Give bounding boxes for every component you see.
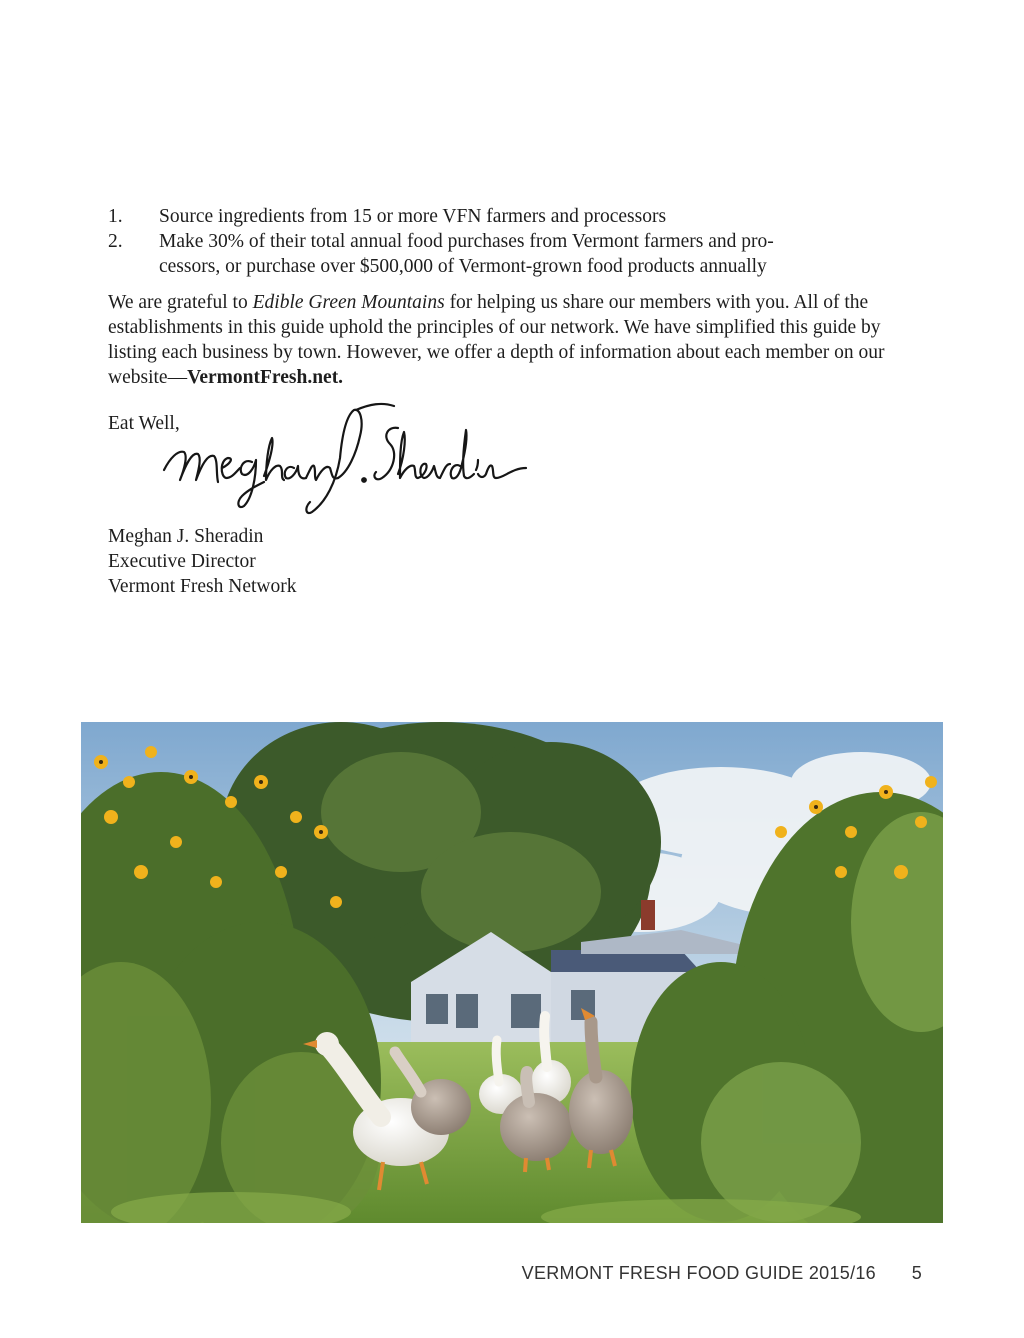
page-footer xyxy=(0,1263,1024,1287)
signer-name: Meghan J. Sheradin xyxy=(108,526,264,547)
page-number: 5 xyxy=(911,1263,922,1283)
list-item xyxy=(108,229,928,279)
paragraph-text: We are grateful to xyxy=(108,292,253,313)
list-item-text: Source ingredients from 15 or more VFN farmers and processors xyxy=(159,206,667,227)
list-item xyxy=(108,204,928,229)
list-item-text-line2: cessors, or purchase over $500,000 of Vermont-grown food products annually xyxy=(159,256,767,277)
list-number: 2. xyxy=(108,231,123,252)
signer-organization: Vermont Fresh Network xyxy=(108,576,297,597)
handwritten-signature xyxy=(160,398,530,523)
list-number: 1. xyxy=(108,206,123,227)
website-link[interactable]: VermontFresh.net. xyxy=(187,367,344,388)
signer-block xyxy=(108,524,296,599)
requirements-list xyxy=(108,204,928,279)
publication-name: Edible Green Mountains xyxy=(252,292,445,313)
paragraph-text: for helping us share our members with you. All of the establishments in this guide uphold the principles of our network. We have simplified this guide by listing each business by town. However, we offer a depth of information about each member on our website— xyxy=(108,292,885,388)
geese-farmhouse-photo xyxy=(81,722,943,1223)
guide-title: VERMONT FRESH FOOD GUIDE 2015/16 xyxy=(521,1263,876,1283)
closing-salutation: Eat Well, xyxy=(108,413,180,434)
list-item-text-line1: Make 30% of their total annual food purchases from Vermont farmers and pro- xyxy=(159,231,774,252)
signer-title: Executive Director xyxy=(108,551,256,572)
thanks-paragraph xyxy=(108,290,928,390)
